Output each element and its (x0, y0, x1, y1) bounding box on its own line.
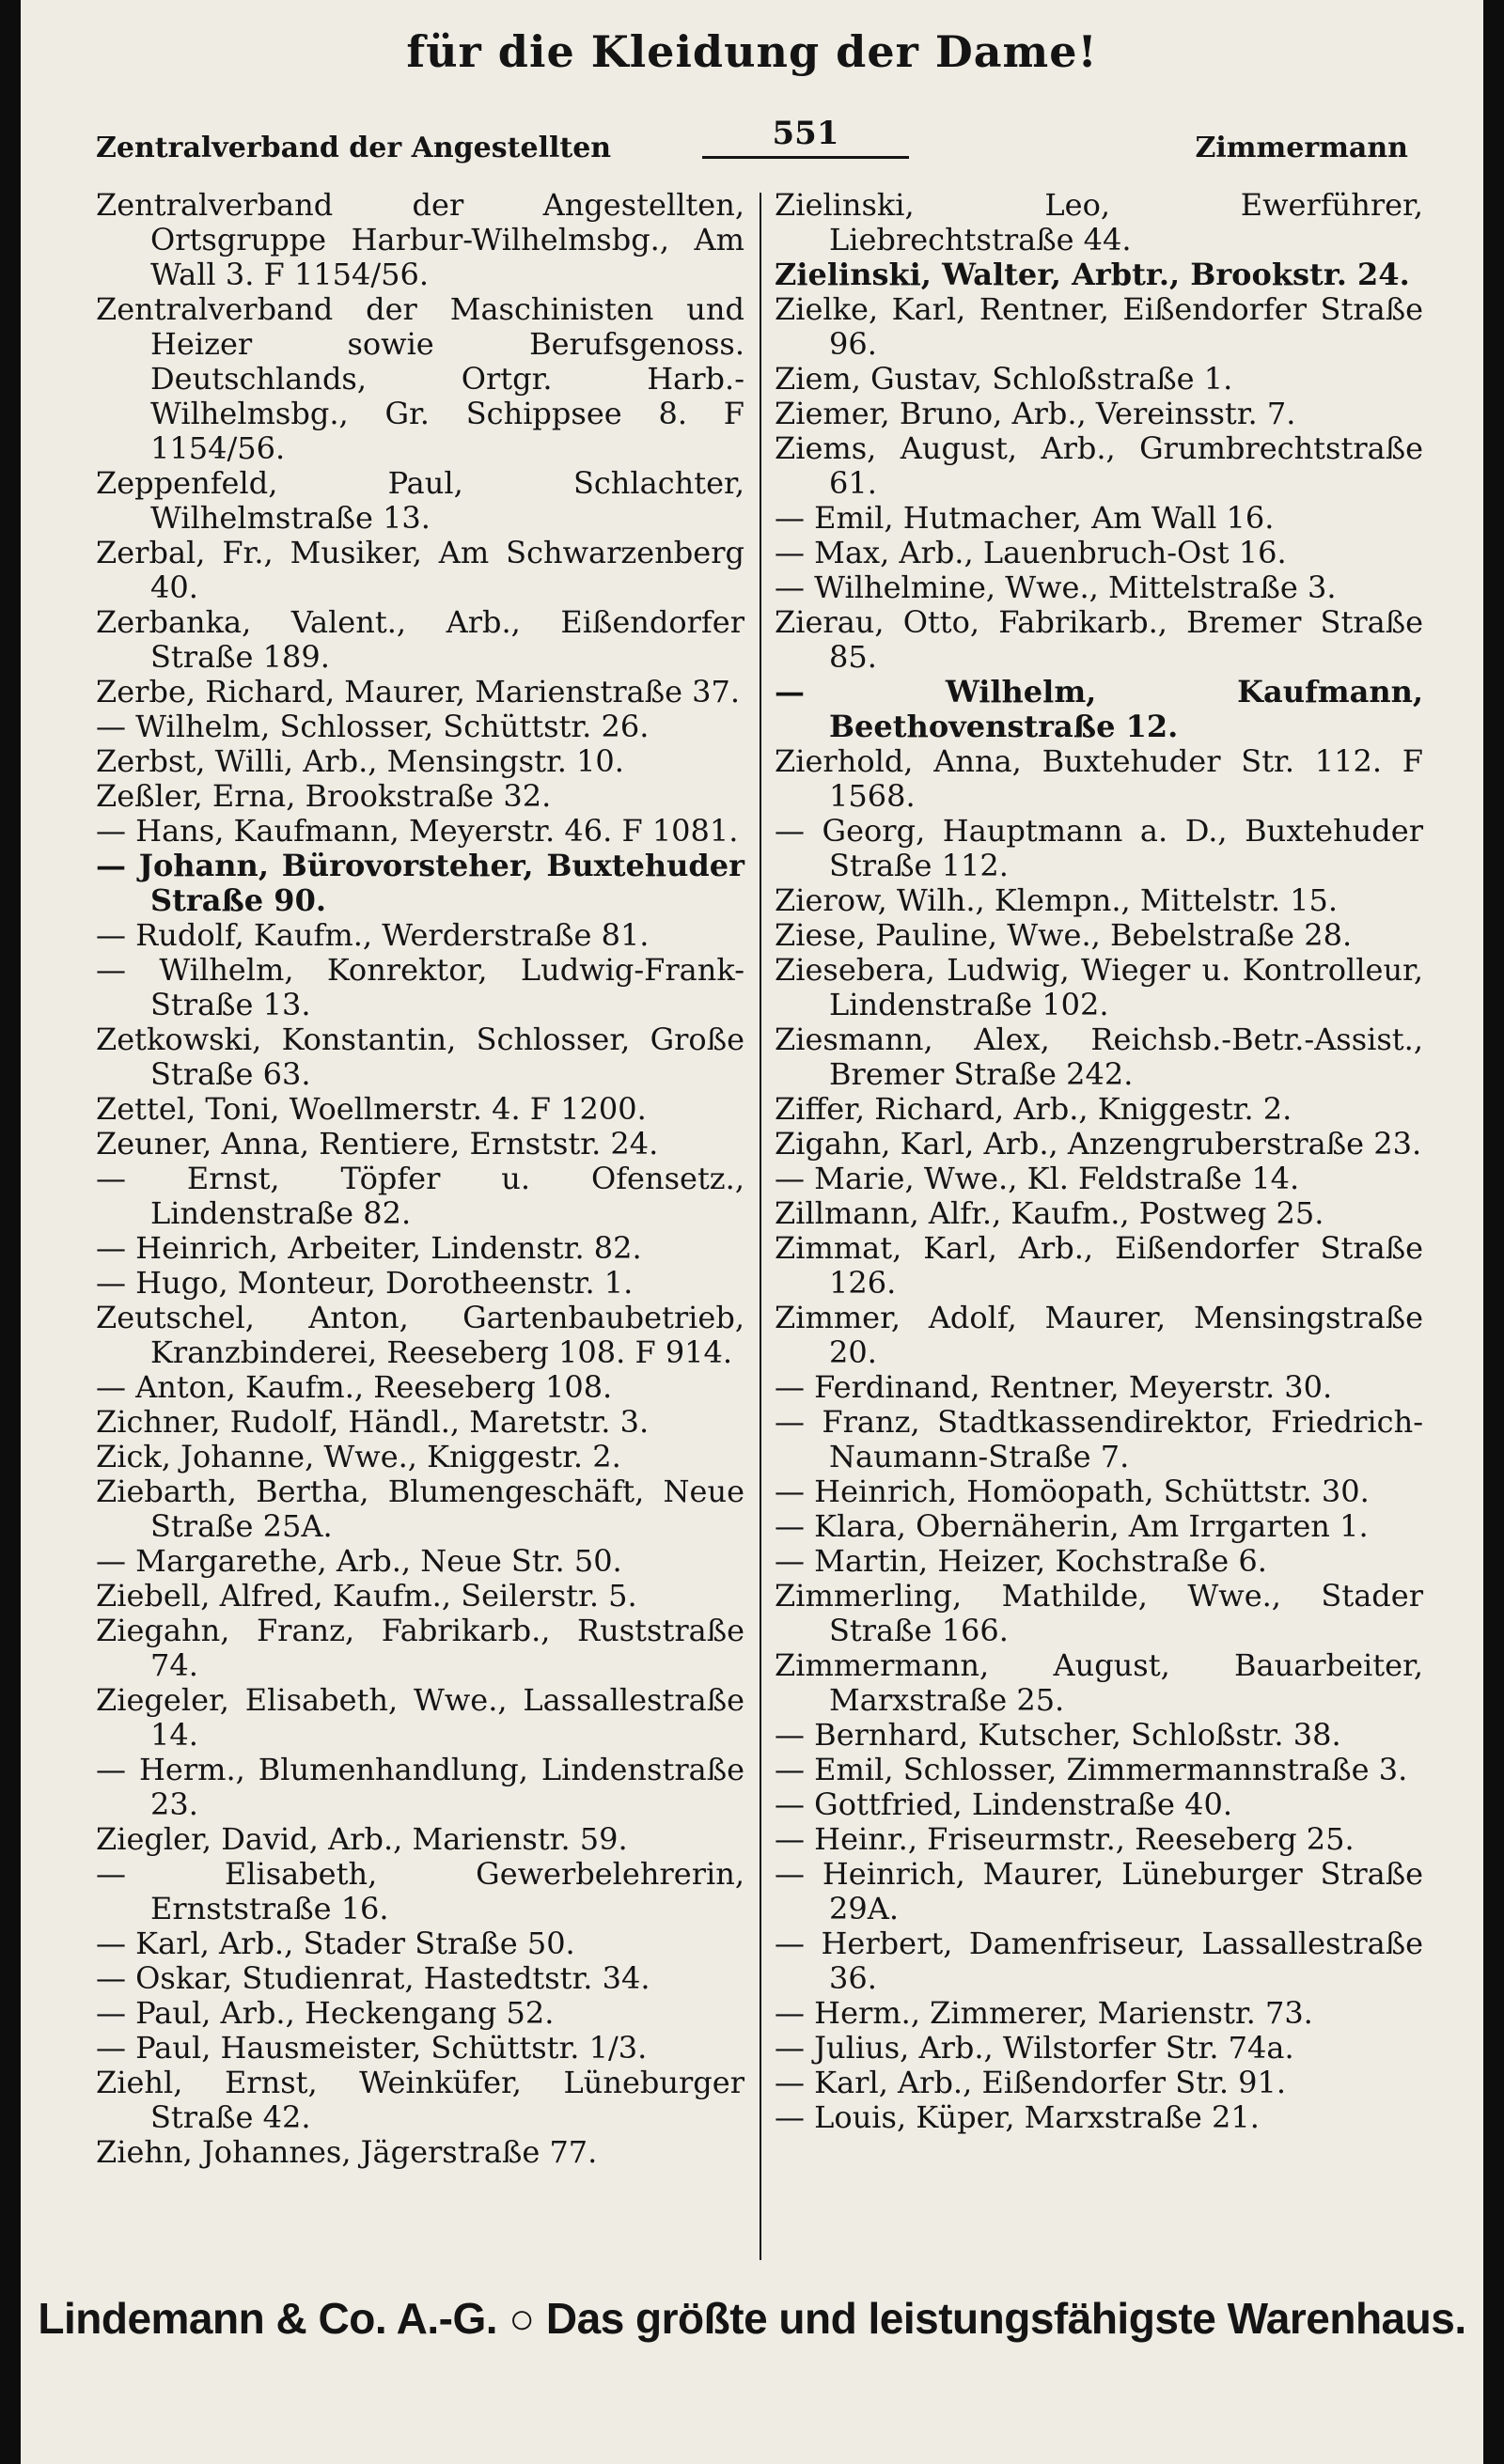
directory-entry: Zerbst, Willi, Arb., Mensingstr. 10. (96, 743, 624, 779)
directory-entry: Zierhold, Anna, Buxtehuder Str. 112. F 1568. (775, 743, 1423, 814)
running-header (96, 115, 1408, 180)
directory-entry: Zierow, Wilh., Klempn., Mittelstr. 15. (775, 882, 1339, 918)
directory-entry: Zeuner, Anna, Rentiere, Ernststr. 24. (96, 1126, 659, 1162)
directory-entry: Zielinski, Leo, Ewerführer, Liebrechtstraße 44. (775, 187, 1423, 257)
directory-entry: Ziebell, Alfred, Kaufm., Seilerstr. 5. (96, 1578, 637, 1614)
directory-entry: — Anton, Kaufm., Reeseberg 108. (96, 1369, 613, 1405)
directory-entry: — Ferdinand, Rentner, Meyerstr. 30. (775, 1369, 1333, 1405)
directory-entry: Ziemer, Bruno, Arb., Vereinsstr. 7. (775, 396, 1296, 431)
directory-entry: Zentralverband der Maschinisten und Heizer sowie Berufsgenoss. Deutschlands, Ortgr. Harb.-Wilhelmsbg., Gr. Schippsee 8. F 1154/56. (96, 291, 744, 466)
directory-entry: Zielinski, Walter, Arbtr., Brookstr. 24. (775, 257, 1410, 292)
directory-entry: Zigahn, Karl, Arb., Anzengruberstraße 23. (775, 1126, 1422, 1162)
directory-entry: — Franz, Stadtkassendirektor, Friedrich-Naumann-Straße 7. (775, 1404, 1423, 1474)
directory-entry: — Herm., Zimmerer, Marienstr. 73. (775, 1995, 1313, 2031)
directory-entry: — Louis, Küper, Marxstraße 21. (775, 2099, 1260, 2135)
directory-entry: Ziems, August, Arb., Grumbrechtstraße 61. (775, 430, 1423, 501)
directory-entry: — Emil, Schlosser, Zimmermannstraße 3. (775, 1752, 1408, 1787)
directory-entry: Zimmerling, Mathilde, Wwe., Stader Straße 166. (775, 1578, 1423, 1648)
directory-entry: — Max, Arb., Lauenbruch-Ost 16. (775, 535, 1287, 570)
directory-entry: — Hans, Kaufmann, Meyerstr. 46. F 1081. (96, 813, 739, 849)
directory-entry: — Hugo, Monteur, Dorotheenstr. 1. (96, 1265, 634, 1301)
directory-entry: — Wilhelm, Kaufmann, Beethovenstraße 12. (775, 674, 1423, 744)
directory-entry: — Herbert, Damenfriseur, Lassallestraße 36. (775, 1926, 1423, 1996)
directory-entry: — Ernst, Töpfer u. Ofensetz., Lindenstraße 82. (96, 1161, 744, 1231)
header-last-entry: Zimmermann (1195, 132, 1408, 164)
directory-entry: Zerbal, Fr., Musiker, Am Schwarzenberg 40. (96, 535, 744, 605)
page-number: 551 (772, 115, 839, 152)
directory-entry: — Karl, Arb., Eißendorfer Str. 91. (775, 2065, 1287, 2100)
header-first-entry: Zentralverband der Angestellten (96, 132, 612, 164)
directory-entry: Zimmat, Karl, Arb., Eißendorfer Straße 126. (775, 1230, 1423, 1301)
directory-entry: — Emil, Hutmacher, Am Wall 16. (775, 500, 1275, 536)
directory-entry: Zeppenfeld, Paul, Schlachter, Wilhelmstraße 13. (96, 465, 744, 536)
directory-entry: — Georg, Hauptmann a. D., Buxtehuder Straße 112. (775, 813, 1423, 883)
directory-entry: — Margarethe, Arb., Neue Str. 50. (96, 1543, 622, 1579)
directory-entry: Zimmer, Adolf, Maurer, Mensingstraße 20. (775, 1300, 1423, 1370)
advertising-banner: für die Kleidung der Dame! (406, 26, 1098, 77)
left-column (96, 188, 744, 2170)
directory-entry: — Heinr., Friseurmstr., Reeseberg 25. (775, 1821, 1355, 1857)
directory-entry: — Paul, Hausmeister, Schüttstr. 1/3. (96, 2030, 648, 2066)
directory-page (21, 0, 1483, 2464)
directory-entry: — Heinrich, Arbeiter, Lindenstr. 82. (96, 1230, 642, 1266)
directory-entry: Zeutschel, Anton, Gartenbaubetrieb, Kranzbinderei, Reeseberg 108. F 914. (96, 1300, 744, 1370)
directory-entry: — Gottfried, Lindenstraße 40. (775, 1786, 1233, 1822)
directory-entry: Ziffer, Richard, Arb., Kniggestr. 2. (775, 1091, 1292, 1127)
directory-entry: — Johann, Bürovorsteher, Buxtehuder Straße 90. (96, 848, 744, 918)
directory-entry: — Karl, Arb., Stader Straße 50. (96, 1926, 575, 1961)
directory-entry: Ziebarth, Bertha, Blumengeschäft, Neue Straße 25A. (96, 1474, 744, 1544)
directory-entry: — Julius, Arb., Wilstorfer Str. 74a. (775, 2030, 1294, 2066)
directory-entry: Ziesmann, Alex, Reichsb.-Betr.-Assist., Bremer Straße 242. (775, 1021, 1423, 1092)
directory-entry: Zielke, Karl, Rentner, Eißendorfer Straße 96. (775, 291, 1423, 362)
directory-entry: — Heinrich, Homöopath, Schüttstr. 30. (775, 1474, 1370, 1509)
directory-entry: Zerbe, Richard, Maurer, Marienstraße 37. (96, 674, 741, 710)
directory-entry: Zillmann, Alfr., Kaufm., Postweg 25. (775, 1195, 1324, 1231)
directory-entry: Ziehn, Johannes, Jägerstraße 77. (96, 2134, 598, 2170)
directory-entry: Ziegler, David, Arb., Marienstr. 59. (96, 1821, 628, 1857)
directory-entry: — Herm., Blumenhandlung, Lindenstraße 23. (96, 1752, 744, 1822)
directory-entry: Ziem, Gustav, Schloßstraße 1. (775, 361, 1233, 397)
directory-entry: Ziehl, Ernst, Weinküfer, Lüneburger Straße 42. (96, 2065, 744, 2135)
directory-entry: — Wilhelm, Konrektor, Ludwig-Frank-Straße 13. (96, 952, 744, 1022)
right-column (775, 188, 1423, 2135)
directory-entry: Ziesebera, Ludwig, Wieger u. Kontrolleur, Lindenstraße 102. (775, 952, 1423, 1022)
directory-entry: Zeßler, Erna, Brookstraße 32. (96, 778, 552, 814)
page-number-rule (702, 156, 909, 159)
directory-entry: — Heinrich, Maurer, Lüneburger Straße 29A. (775, 1856, 1423, 1926)
directory-entry: — Wilhelmine, Wwe., Mittelstraße 3. (775, 569, 1337, 605)
directory-entry: Zierau, Otto, Fabrikarb., Bremer Straße 85. (775, 604, 1423, 675)
directory-entry: Zettel, Toni, Woellmerstr. 4. F 1200. (96, 1091, 647, 1127)
directory-entry: — Rudolf, Kaufm., Werderstraße 81. (96, 917, 650, 953)
directory-entry: Ziegahn, Franz, Fabrikarb., Ruststraße 74. (96, 1613, 744, 1683)
directory-entry: — Marie, Wwe., Kl. Feldstraße 14. (775, 1161, 1300, 1196)
directory-entry: Zick, Johanne, Wwe., Kniggestr. 2. (96, 1439, 621, 1474)
directory-entry: Ziese, Pauline, Wwe., Bebelstraße 28. (775, 917, 1353, 953)
directory-entry: Zerbanka, Valent., Arb., Eißendorfer Straße 189. (96, 604, 744, 675)
directory-entry: Ziegeler, Elisabeth, Wwe., Lassallestraße 14. (96, 1682, 744, 1753)
directory-entry: Zentralverband der Angestellten, Ortsgruppe Harbur-Wilhelmsbg., Am Wall 3. F 1154/56. (96, 187, 744, 292)
directory-entry: — Wilhelm, Schlosser, Schüttstr. 26. (96, 709, 650, 744)
directory-entry: Zichner, Rudolf, Händl., Maretstr. 3. (96, 1404, 650, 1440)
directory-entry: — Martin, Heizer, Kochstraße 6. (775, 1543, 1267, 1579)
directory-entry: — Klara, Obernäherin, Am Irrgarten 1. (775, 1508, 1369, 1544)
directory-entry: Zetkowski, Konstantin, Schlosser, Große Straße 63. (96, 1021, 744, 1092)
directory-entry: — Paul, Arb., Heckengang 52. (96, 1995, 555, 2031)
directory-columns (96, 187, 1423, 2265)
directory-entry: — Oskar, Studienrat, Hastedtstr. 34. (96, 1960, 650, 1996)
directory-entry: — Elisabeth, Gewerbelehrerin, Ernststraße 16. (96, 1856, 744, 1926)
column-divider (760, 193, 761, 2260)
directory-entry: — Bernhard, Kutscher, Schloßstr. 38. (775, 1717, 1341, 1753)
advertising-footer: Lindemann & Co. A.-G. ○ Das größte und leistungsfähigste Warenhaus. (38, 2294, 1466, 2343)
directory-entry: Zimmermann, August, Bauarbeiter, Marxstraße 25. (775, 1647, 1423, 1718)
